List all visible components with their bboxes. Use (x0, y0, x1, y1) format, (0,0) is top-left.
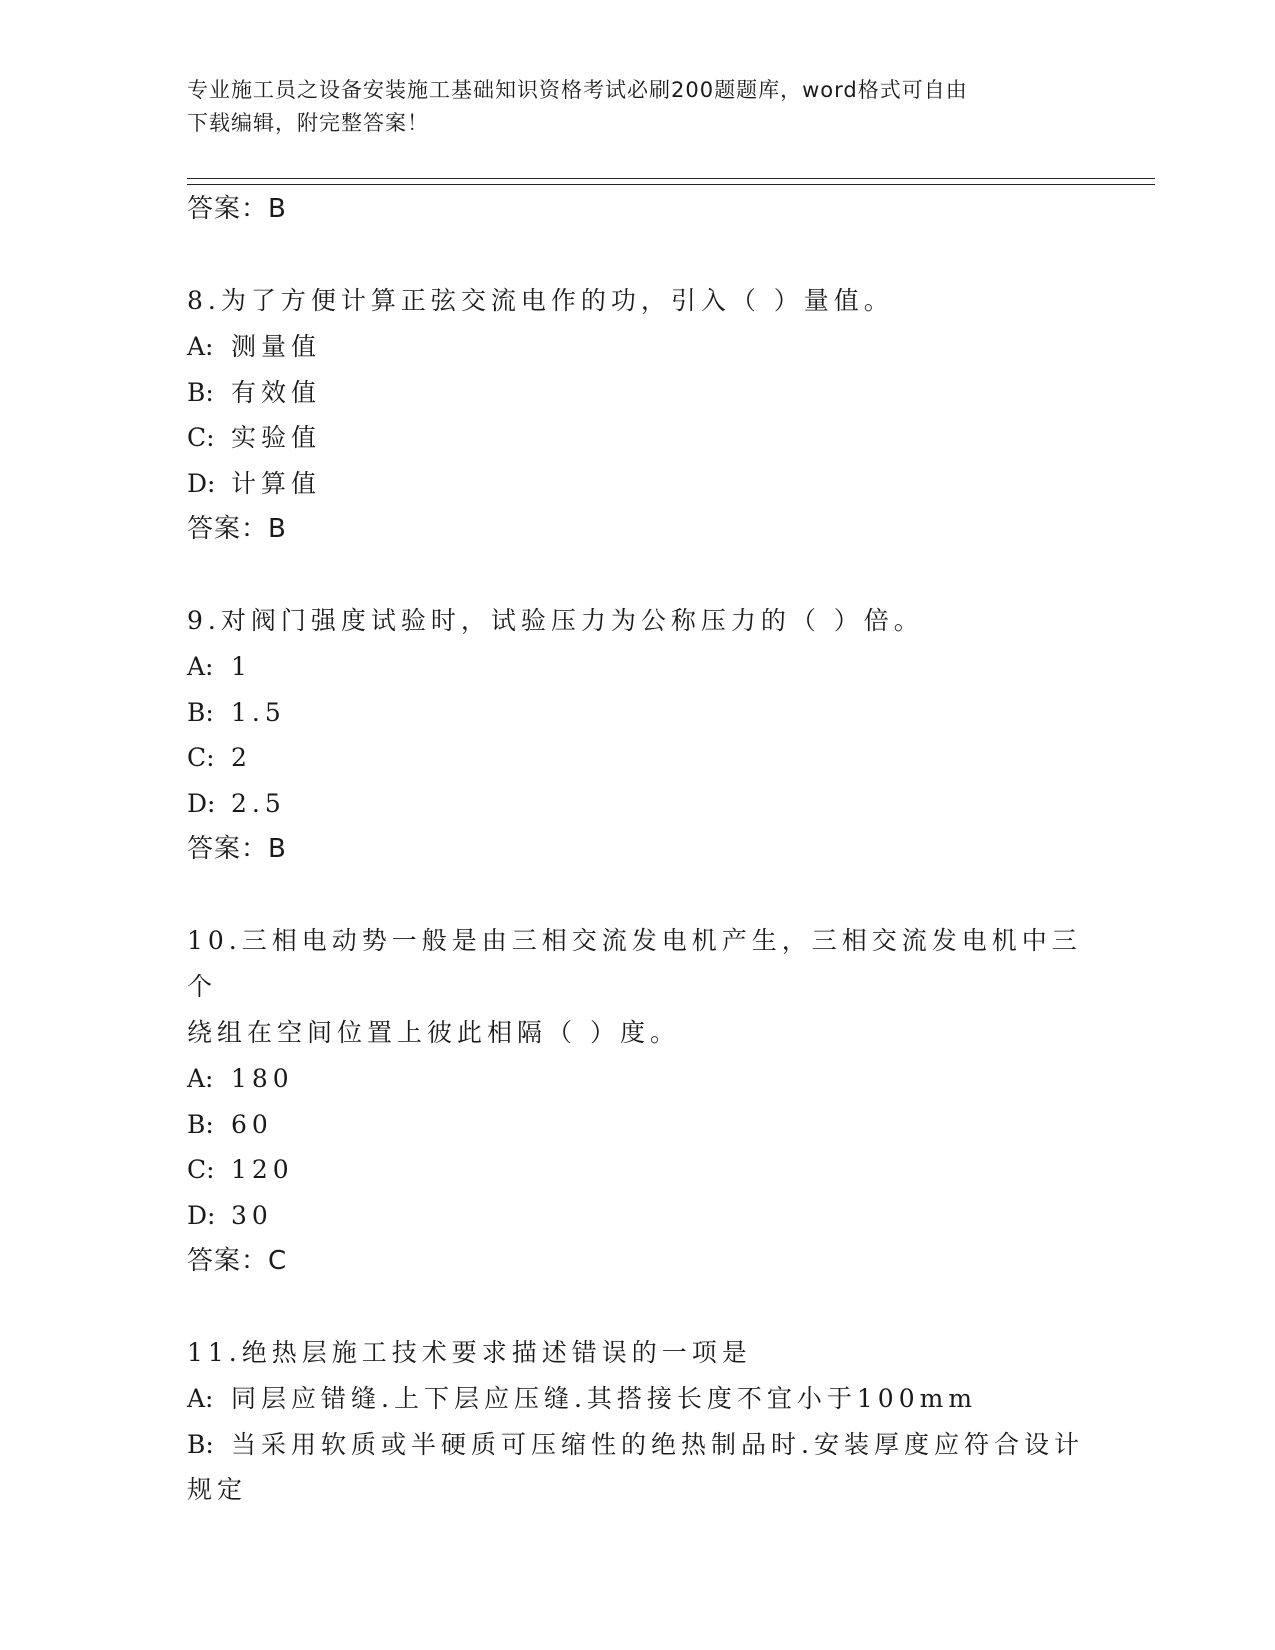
question-text: 9.对阀门强度试验时，试验压力为公称压力的（ ）倍。 (187, 606, 924, 635)
question-text: 8.为了方便计算正弦交流电作的功，引入（ ）量值。 (187, 286, 894, 315)
option-text-line-1: 当采用软质或半硬质可压缩性的绝热制品时.安装厚度应符合设计 (231, 1429, 1084, 1459)
option-label: B: (187, 697, 214, 727)
option-a (187, 644, 1087, 690)
option-b (187, 1102, 1087, 1148)
option-text: 60 (231, 1109, 273, 1139)
header-line-1: 专业施工员之设备安装施工基础知识资格考试必刷200题题库，word格式可自由 (187, 78, 968, 102)
answer-line: 答案：B (187, 514, 287, 544)
header-divider-bottom (187, 184, 1155, 185)
answer-line: 答案：B (187, 194, 287, 224)
option-text: 1.5 (231, 697, 286, 727)
option-label: D: (187, 788, 216, 818)
question-9 (187, 598, 1087, 872)
question-text: 11.绝热层施工技术要求描述错误的一项是 (187, 1338, 752, 1367)
option-a (187, 1376, 1087, 1422)
option-label: A: (187, 1384, 214, 1413)
option-text: 计算值 (231, 468, 322, 498)
option-b (187, 690, 1087, 736)
option-text: 2 (231, 743, 252, 772)
option-text: 1 (231, 652, 252, 681)
option-label: C: (187, 1155, 215, 1184)
option-label: A: (187, 652, 214, 681)
option-label: B: (187, 1429, 214, 1459)
option-text: 有效值 (231, 377, 322, 407)
answer-line: 答案：B (187, 834, 287, 864)
option-text: 180 (231, 1064, 294, 1093)
option-text: 实验值 (231, 423, 322, 452)
option-b (187, 1422, 1087, 1513)
header-line-2: 下载编辑，附完整答案！ (187, 111, 429, 135)
option-label: A: (187, 1064, 214, 1093)
option-d (187, 461, 1087, 507)
answer-line: 答案：C (187, 1246, 288, 1276)
option-a (187, 1056, 1087, 1102)
document-body (187, 186, 1087, 1513)
option-c (187, 1147, 1087, 1193)
option-label: C: (187, 423, 215, 452)
option-c (187, 415, 1087, 461)
question-text-line-2: 绕组在空间位置上彼此相隔（ ）度。 (187, 1018, 680, 1047)
option-text: 2.5 (231, 788, 286, 818)
option-text: 测量值 (231, 332, 322, 361)
question-text-line-1: 10.三相电动势一般是由三相交流发电机产生，三相交流发电机中三个 (187, 926, 1082, 1001)
question-11 (187, 1330, 1087, 1513)
header-divider-top (187, 178, 1155, 179)
option-label: A: (187, 332, 214, 361)
option-a (187, 324, 1087, 370)
option-label: D: (187, 468, 216, 498)
document-header (187, 74, 1067, 140)
option-b (187, 370, 1087, 416)
option-d (187, 781, 1087, 827)
option-d (187, 1193, 1087, 1239)
option-text: 120 (231, 1155, 294, 1184)
option-c (187, 735, 1087, 781)
option-text-line-2: 规定 (187, 1475, 248, 1504)
question-10 (187, 918, 1087, 1284)
option-label: B: (187, 377, 214, 407)
option-label: B: (187, 1109, 214, 1139)
option-text: 同层应错缝.上下层应压缝.其搭接长度不宜小于100mm (231, 1384, 978, 1413)
option-label: C: (187, 743, 215, 772)
option-label: D: (187, 1200, 216, 1230)
option-text: 30 (231, 1200, 273, 1230)
question-8 (187, 278, 1087, 552)
